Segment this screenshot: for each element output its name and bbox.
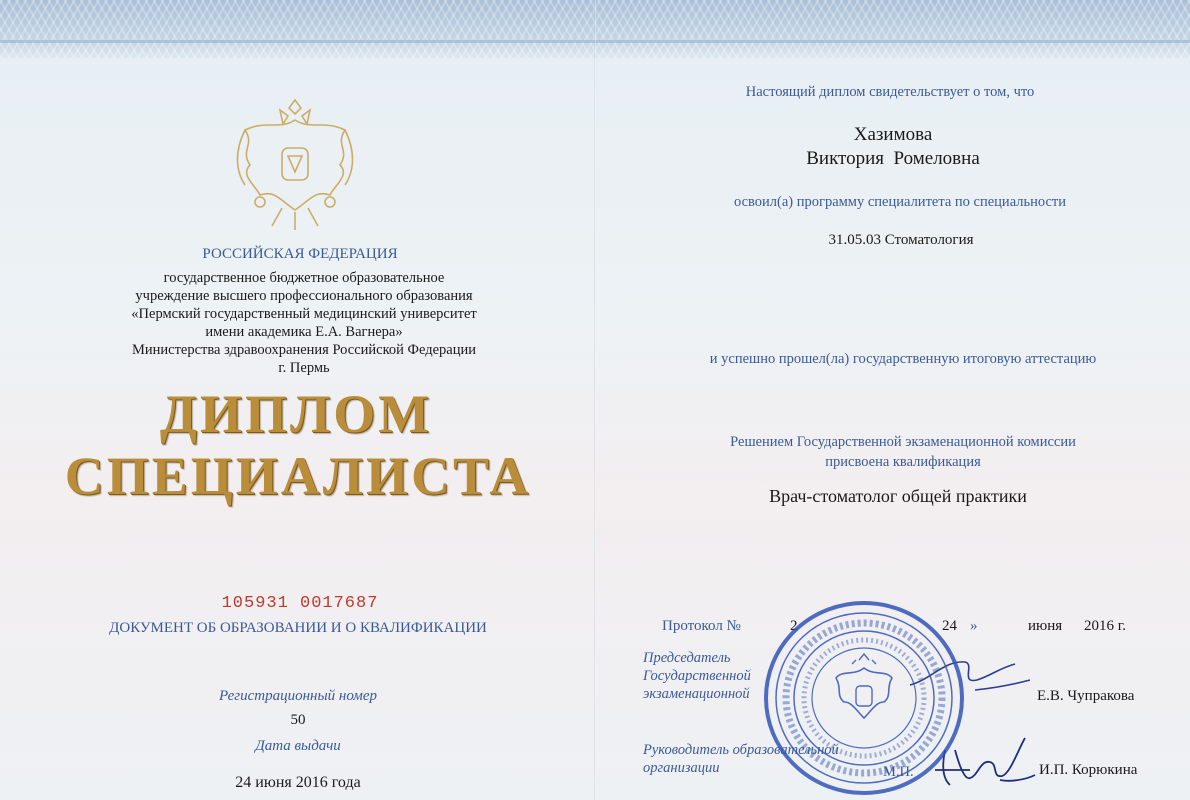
protocol-year: 2016 г. [1084,618,1126,634]
attestation-text: и успешно прошел(ла) государственную итоговую аттестацию [709,351,1097,367]
page-fold [594,0,596,800]
protocol-day: 24 [942,618,957,634]
diploma-title-line-1: ДИПЛОМ [159,384,433,444]
head-name: И.П. Корюкина [1039,762,1138,778]
graduate-given-names: Виктория Ромеловна [806,148,980,169]
issue-date: 24 июня 2016 года [235,774,361,791]
program-text: освоил(а) программу специалитета по специальности [733,194,1067,210]
protocol-number: 2 [790,618,798,634]
institution-line-5: Министерства здравоохранения Российской Федерации [131,342,477,358]
coat-of-arms-icon [220,90,370,240]
protocol-label: Протокол № [662,618,741,634]
registration-label: Регистрационный номер [218,688,378,704]
decision-line-1: Решением Государственной экзаменационной комиссии [730,434,1076,450]
institution-city: г. Пермь [278,360,330,376]
serial-number: 105931 0017687 [221,594,379,613]
specialty: 31.05.03 Стоматология [828,232,974,248]
intro-text: Настоящий диплом свидетельствует о том, что [745,84,1035,100]
diploma-title-line-2: СПЕЦИАЛИСТА [64,446,532,506]
institution-line-4: имени академика Е.А. Вагнера» [205,324,403,340]
institution-line-2: учреждение высшего профессионального образования [135,288,473,304]
chair-name: Е.В. Чупракова [1037,688,1135,704]
protocol-day-close-quote: » [970,618,978,634]
graduate-surname: Хазимова [853,124,933,145]
protocol-month: июня [1028,618,1063,634]
head-title-line-1: Руководитель образовательной [643,742,839,758]
registration-number: 50 [290,712,306,728]
country-name: РОССИЙСКАЯ ФЕДЕРАЦИЯ [202,246,398,262]
issue-date-label: Дата выдачи [255,738,341,754]
stamp-place-label: М.П. [883,764,914,780]
institution-line-1: государственное бюджетное образовательное [163,270,445,286]
document-type: ДОКУМЕНТ ОБ ОБРАЗОВАНИИ И О КВАЛИФИКАЦИИ [109,620,487,636]
chair-title-line-2: Государственной [643,668,751,684]
institution-line-3: «Пермский государственный медицинский университет [131,306,477,322]
head-title-line-2: организации [643,760,720,776]
chair-title-line-3: экзаменационной [643,686,750,702]
decision-line-2: присвоена квалификация [825,454,981,470]
official-seal-icon [762,598,966,798]
qualification: Врач-стоматолог общей практики [769,486,1027,506]
chair-title-line-1: Председатель [643,650,731,666]
